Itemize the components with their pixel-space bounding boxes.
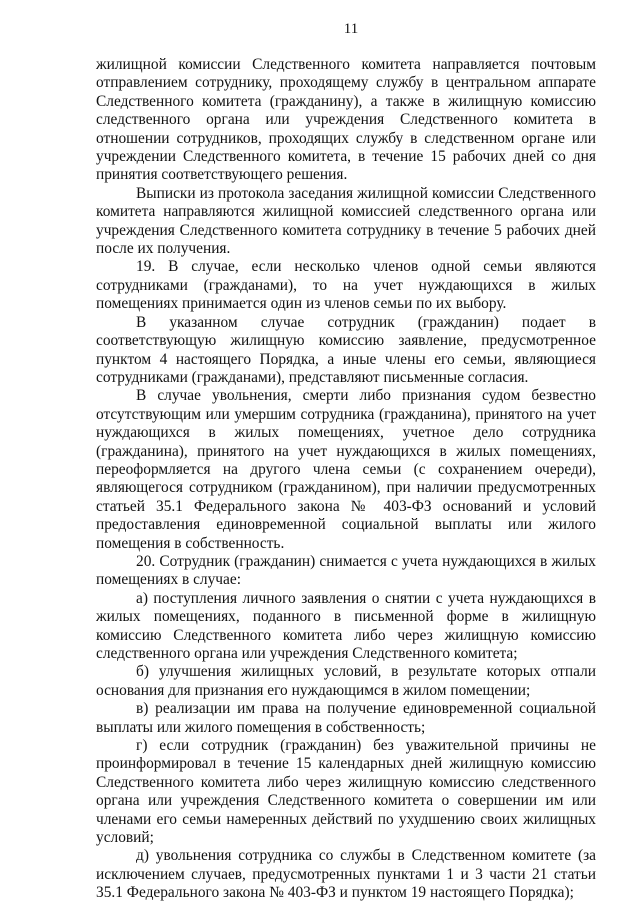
paragraph-commission-notice: жилищной комиссии Следственного комитета направляется почтовым отправлением сотруднику, проходящему службу в центральном аппарате Следственного комитета (гражданину), а также в жилищную комиссию следственного органа или учреждения Следственного комитета в отношении сотрудников, проходящих службу в следственном органе или учреждении Следственного комитета, в течение 15 рабочих дней со дня принятия соответствующего решения. (96, 56, 596, 184)
list-item-a: а) поступления личного заявления о снятии с учета нуждающихся в жилых помещениях, поданного в письменной форме в жилищную комиссию Следственного комитета либо через жилищную комиссию следственного органа или учреждения Следственного комитета; (96, 589, 596, 662)
paragraph-protocol-extracts: Выписки из протокола заседания жилищной комиссии Следственного комитета направляются жилищной комиссией следственного органа или учреждения Следственного комитета сотруднику в течение 5 рабочих дней после их получения. (96, 184, 596, 258)
paragraph-dismissal-death: В случае увольнения, смерти либо признания судом безвестно отсутствующим или умершим сотрудника (гражданина), принятого на учет нуждающихся в жилых помещениях, учетное дело сотрудника (гражданина), принятого на учет нуждающихся в жилых помещениях, переоформляется на другого члена семьи (с сохранением очереди), являющегося сотрудником (гражданином), при наличии предусмотренных статьей 35.1 Федерального закона № 403-ФЗ оснований и условий предоставления единовременной социальной выплаты или жилого помещения в собственность. (96, 387, 596, 552)
list-item-g: г) если сотрудник (гражданин) без уважительной причины не проинформировал в течение 15 календарных дней жилищную комиссию Следственного комитета либо через жилищную комиссию следственного органа или учреждения Следственного комитета о совершении им или членами его семьи намеренных действий по ухудшению своих жилищных условий; (96, 737, 596, 847)
list-item-d: д) увольнения сотрудника со службы в Следственном комитете (за исключением случаев, предусмотренных пунктами 1 и 3 части 21 статьи 35.1 Федерального закона № 403-ФЗ и пунктом 19 настоящего Порядка); (96, 847, 596, 902)
page-number: 11 (343, 21, 359, 37)
paragraph-item-19: 19. В случае, если несколько членов одной семьи являются сотрудниками (гражданами), то на учет нуждающихся в жилых помещениях принимается один из членов семьи по их выбору. (96, 258, 596, 313)
paragraph-application-consent: В указанном случае сотрудник (гражданин) подает в соответствующую жилищную комиссию заявление, предусмотренное пунктом 4 настоящего Порядка, а иные члены его семьи, являющиеся сотрудниками (гражданами), представляют письменные согласия. (96, 313, 596, 386)
list-item-b: б) улучшения жилищных условий, в результате которых отпали основания для признания его нуждающимся в жилом помещении; (96, 663, 596, 699)
list-item-v: в) реализации им права на получение единовременной социальной выплаты или жилого помещения в собственность; (96, 700, 596, 736)
paragraph-item-20: 20. Сотрудник (гражданин) снимается с учета нуждающихся в жилых помещениях в случае: (96, 552, 596, 589)
